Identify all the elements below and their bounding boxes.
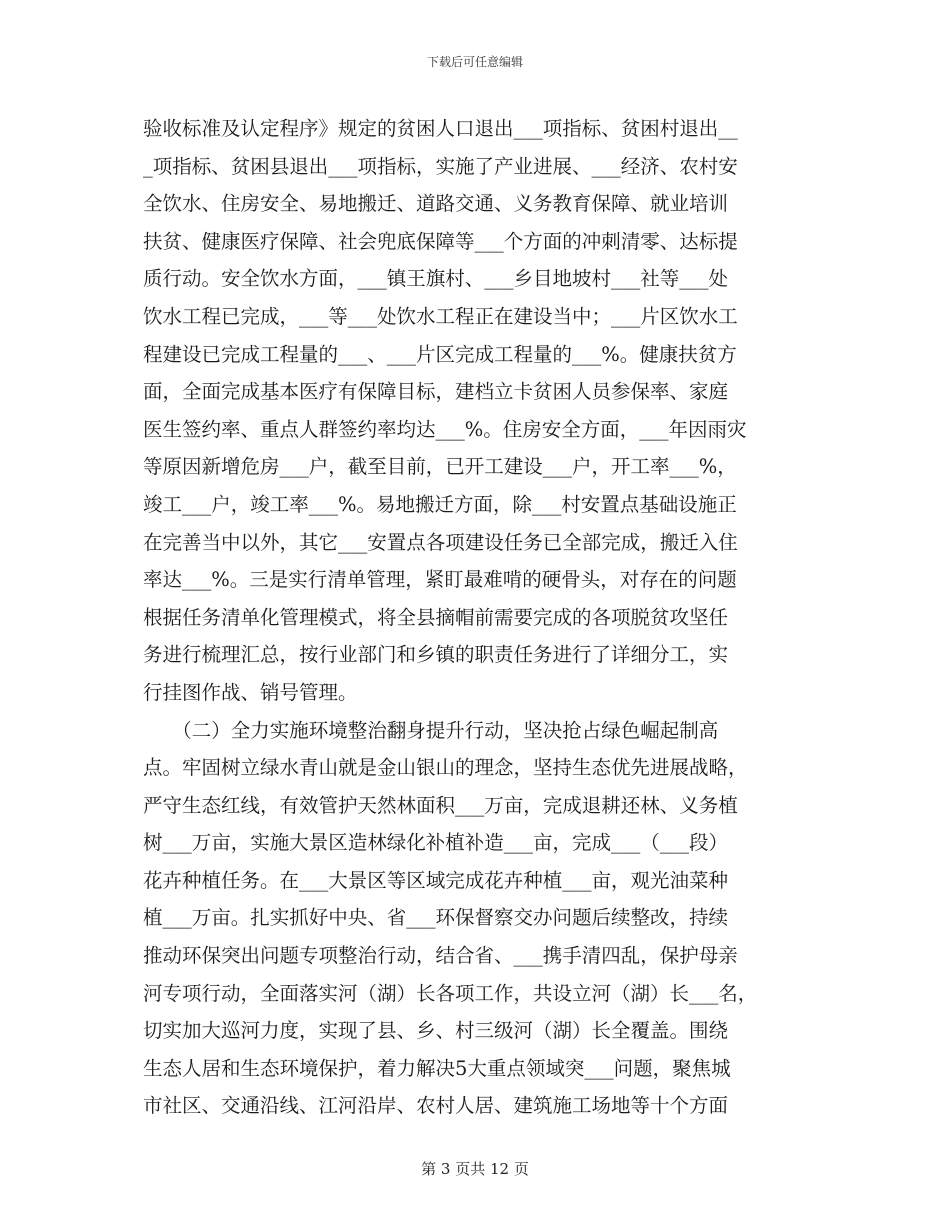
text-line: 行挂图作战、销号管理。: [143, 680, 358, 704]
paragraph-heading-line: （二）全力实施环境整治翻身提升行动，坚决抢占绿色崛起制高: [143, 718, 719, 742]
text-line: 等原因新增危房___户，截至目前，已开工建设___户，开工率___%，: [143, 455, 737, 479]
text-line: 扶贫、健康医疗保障、社会兜底保障等___个方面的冲刺清零、达标提: [143, 229, 738, 253]
text-line: 点。牢固树立绿水青山就是金山银山的理念，坚持生态优先进展战略，: [143, 756, 748, 780]
text-line: 在完善当中以外，其它___安置点各项建设任务已全部完成，搬迁入住: [143, 530, 738, 554]
text-line: 树___万亩，实施大景区造林绿化补植补造___亩，完成___（___段）: [143, 831, 729, 855]
text-line: 严守生态红线，有效管护天然林面积___万亩，完成退耕还林、义务植: [143, 793, 738, 817]
text-line: 程建设已完成工程量的___、___片区完成工程量的___%。健康扶贫方: [143, 342, 737, 366]
text-line: 生态人居和生态环境保护，着力解决5大重点领域突___问题，聚焦城: [143, 1056, 731, 1080]
text-line: 竣工___户，竣工率___%。易地搬迁方面，除___村安置点基础设施正: [143, 492, 737, 516]
text-line: 植___万亩。扎实抓好中央、省___环保督察交办问题后续整改，持续: [143, 906, 729, 930]
text-line: 务进行梳理汇总，按行业部门和乡镇的职责任务进行了详细分工，实: [143, 643, 729, 667]
text-line: 质行动。安全饮水方面，___镇王旗村、___乡目地坡村___社等___处: [143, 267, 729, 291]
text-line: 花卉种植任务。在___大景区等区域完成花卉种植___亩，观光油菜种: [143, 868, 729, 892]
text-line: 全饮水、住房安全、易地搬迁、道路交通、义务教育保障、就业培训: [143, 192, 729, 216]
text-line: 饮水工程已完成，___等___处饮水工程正在建设当中；___片区饮水工: [143, 304, 738, 328]
text-line: 切实加大巡河力度，实现了县、乡、村三级河（湖）长全覆盖。围绕: [143, 1019, 729, 1043]
text-line: 市社区、交通沿线、江河沿岸、农村人居、建筑施工场地等十个方面: [143, 1094, 729, 1118]
text-line: 验收标准及认定程序》规定的贫困人口退出___项指标、贫困村退出__: [143, 117, 738, 140]
text-line: 医生签约率、重点人群签约率均达___%。住房安全方面，___年因雨灾: [143, 417, 747, 441]
page-number-footer: 第 3 页共 12 页: [421, 1160, 529, 1178]
text-line: 根据任务清单化管理模式，将全县摘帽前需要完成的各项脱贫攻坚任: [143, 605, 729, 629]
page-header: 下载后可任意编辑: [426, 55, 523, 69]
body-text: [143, 110, 815, 1125]
text-line: _项指标、贫困县退出___项指标，实施了产业进展、___经济、农村安: [143, 154, 738, 178]
text-line: 率达___%。三是实行清单管理，紧盯最难啃的硬骨头，对存在的问题: [143, 568, 737, 592]
text-line: 面，全面完成基本医疗有保障目标，建档立卡贫困人员参保率、家庭: [143, 380, 729, 404]
text-line: 推动环保突出问题专项整治行动，结合省、___携手清四乱，保护母亲: [143, 944, 738, 968]
text-line: 河专项行动，全面落实河（湖）长各项工作，共设立河（湖）长___名，: [143, 981, 758, 1005]
